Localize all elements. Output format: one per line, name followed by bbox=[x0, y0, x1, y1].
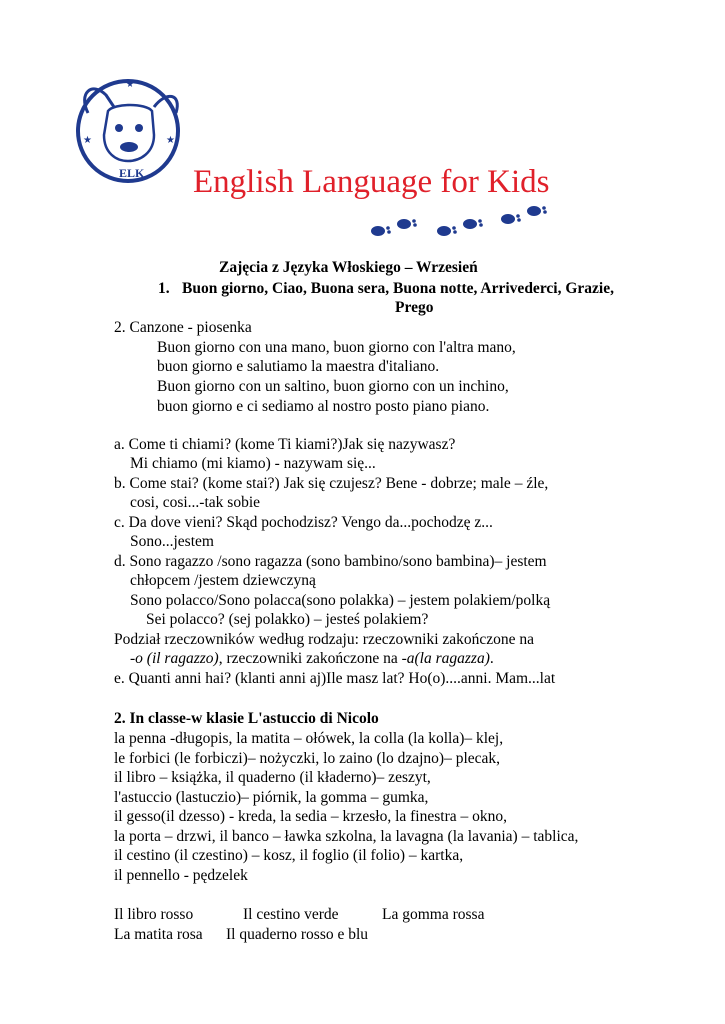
classroom-heading: 2. In classe-w klasie L'astuccio di Nicolo bbox=[114, 710, 379, 727]
item1-line2: Prego bbox=[395, 299, 434, 316]
item1-number: 1. bbox=[158, 280, 170, 297]
gender-example bbox=[130, 649, 494, 668]
phrase-line: a. Come ti chiami? (kome Ti kiami?)Jak się nazywasz? bbox=[114, 436, 456, 453]
song-line: buon giorno e salutiamo la maestra d'italiano. bbox=[157, 358, 440, 375]
phrase-line: d. Sono ragazzo /sono ragazza (sono bambino/sono bambina)– jestem bbox=[114, 553, 547, 570]
phrase-line: cosi, cosi...-tak sobie bbox=[130, 494, 261, 511]
gender-example-end: . bbox=[489, 650, 494, 667]
logo-text: ELK bbox=[119, 166, 145, 180]
vocab-line: le forbici (le forbiczi)– nożyczki, lo zaino (lo dzajno)– plecak, bbox=[114, 750, 501, 767]
song-line: buon giorno e ci sediamo al nostro posto piano piano. bbox=[157, 398, 490, 415]
phrase-line: Sei polacco? (sej polakko) – jesteś polakiem? bbox=[146, 611, 429, 628]
color-phrase: La matita rosa bbox=[114, 926, 203, 943]
svg-text:★: ★ bbox=[166, 135, 175, 146]
elk-logo bbox=[70, 73, 190, 185]
vocab-line: il libro – książka, il quaderno (il kładerno)– zeszyt, bbox=[114, 769, 431, 786]
vocab-line: la penna -długopis, la matita – ołówek, la colla (la kolla)– klej, bbox=[114, 730, 504, 747]
svg-text:★: ★ bbox=[83, 135, 92, 146]
masculine-example: -o (il ragazzo) bbox=[130, 650, 219, 667]
color-phrase: La gomma rossa bbox=[382, 906, 485, 923]
song-line: Buon giorno con una mano, buon giorno con l'altra mano, bbox=[157, 339, 516, 356]
vocab-line: l'astuccio (lastuczio)– piórnik, la gomma – gumka, bbox=[114, 789, 429, 806]
vocab-line: la porta – drzwi, il banco – ławka szkolna, la lavagna (la lavania) – tablica, bbox=[114, 828, 579, 845]
vocab-line: il gesso(il dzesso) - kreda, la sedia – krzesło, la finestra – okno, bbox=[114, 808, 507, 825]
color-phrase: Il cestino verde bbox=[243, 906, 339, 923]
feminine-example: -a(la ragazza) bbox=[401, 650, 490, 667]
lesson-heading: Zajęcia z Języka Włoskiego – Wrzesień bbox=[219, 259, 478, 276]
phrase-line: e. Quanti anni hai? (klanti anni aj)Ile masz lat? Ho(o)....anni. Mam...lat bbox=[114, 670, 556, 687]
gender-example-mid: , rzeczowniki zakończone na bbox=[218, 650, 402, 667]
vocab-line: il pennello - pędzelek bbox=[114, 867, 248, 884]
brand-title: English Language for Kids bbox=[193, 164, 550, 200]
phrase-line: c. Da dove vieni? Skąd pochodzisz? Vengo da...pochodzę z... bbox=[114, 514, 493, 531]
phrase-line: Sono polacco/Sono polacca(sono polakka) – jestem polakiem/polką bbox=[130, 592, 551, 609]
color-phrase: Il quaderno rosso e blu bbox=[226, 926, 369, 943]
footprints-decoration bbox=[368, 199, 558, 244]
vocab-line: il cestino (il czestino) – kosz, il foglio (il folio) – kartka, bbox=[114, 847, 464, 864]
phrase-line: Sono...jestem bbox=[130, 533, 214, 550]
phrase-line: b. Come stai? (kome stai?) Jak się czujesz? Bene - dobrze; male – źle, bbox=[114, 475, 549, 492]
phrase-line: Podział rzeczowników według rodzaju: rzeczowniki zakończone na bbox=[114, 631, 535, 648]
item1-line1: Buon giorno, Ciao, Buona sera, Buona notte, Arrivederci, Grazie, bbox=[182, 280, 614, 297]
phrase-line: chłopcem /jestem dziewczyną bbox=[130, 572, 316, 589]
song-line: Buon giorno con un saltino, buon giorno con un inchino, bbox=[157, 378, 509, 395]
song-title: 2. Canzone - piosenka bbox=[114, 319, 252, 336]
svg-text:★: ★ bbox=[126, 79, 135, 89]
phrase-line: Mi chiamo (mi kiamo) - nazywam się... bbox=[130, 455, 376, 472]
color-phrase: Il libro rosso bbox=[114, 906, 194, 923]
